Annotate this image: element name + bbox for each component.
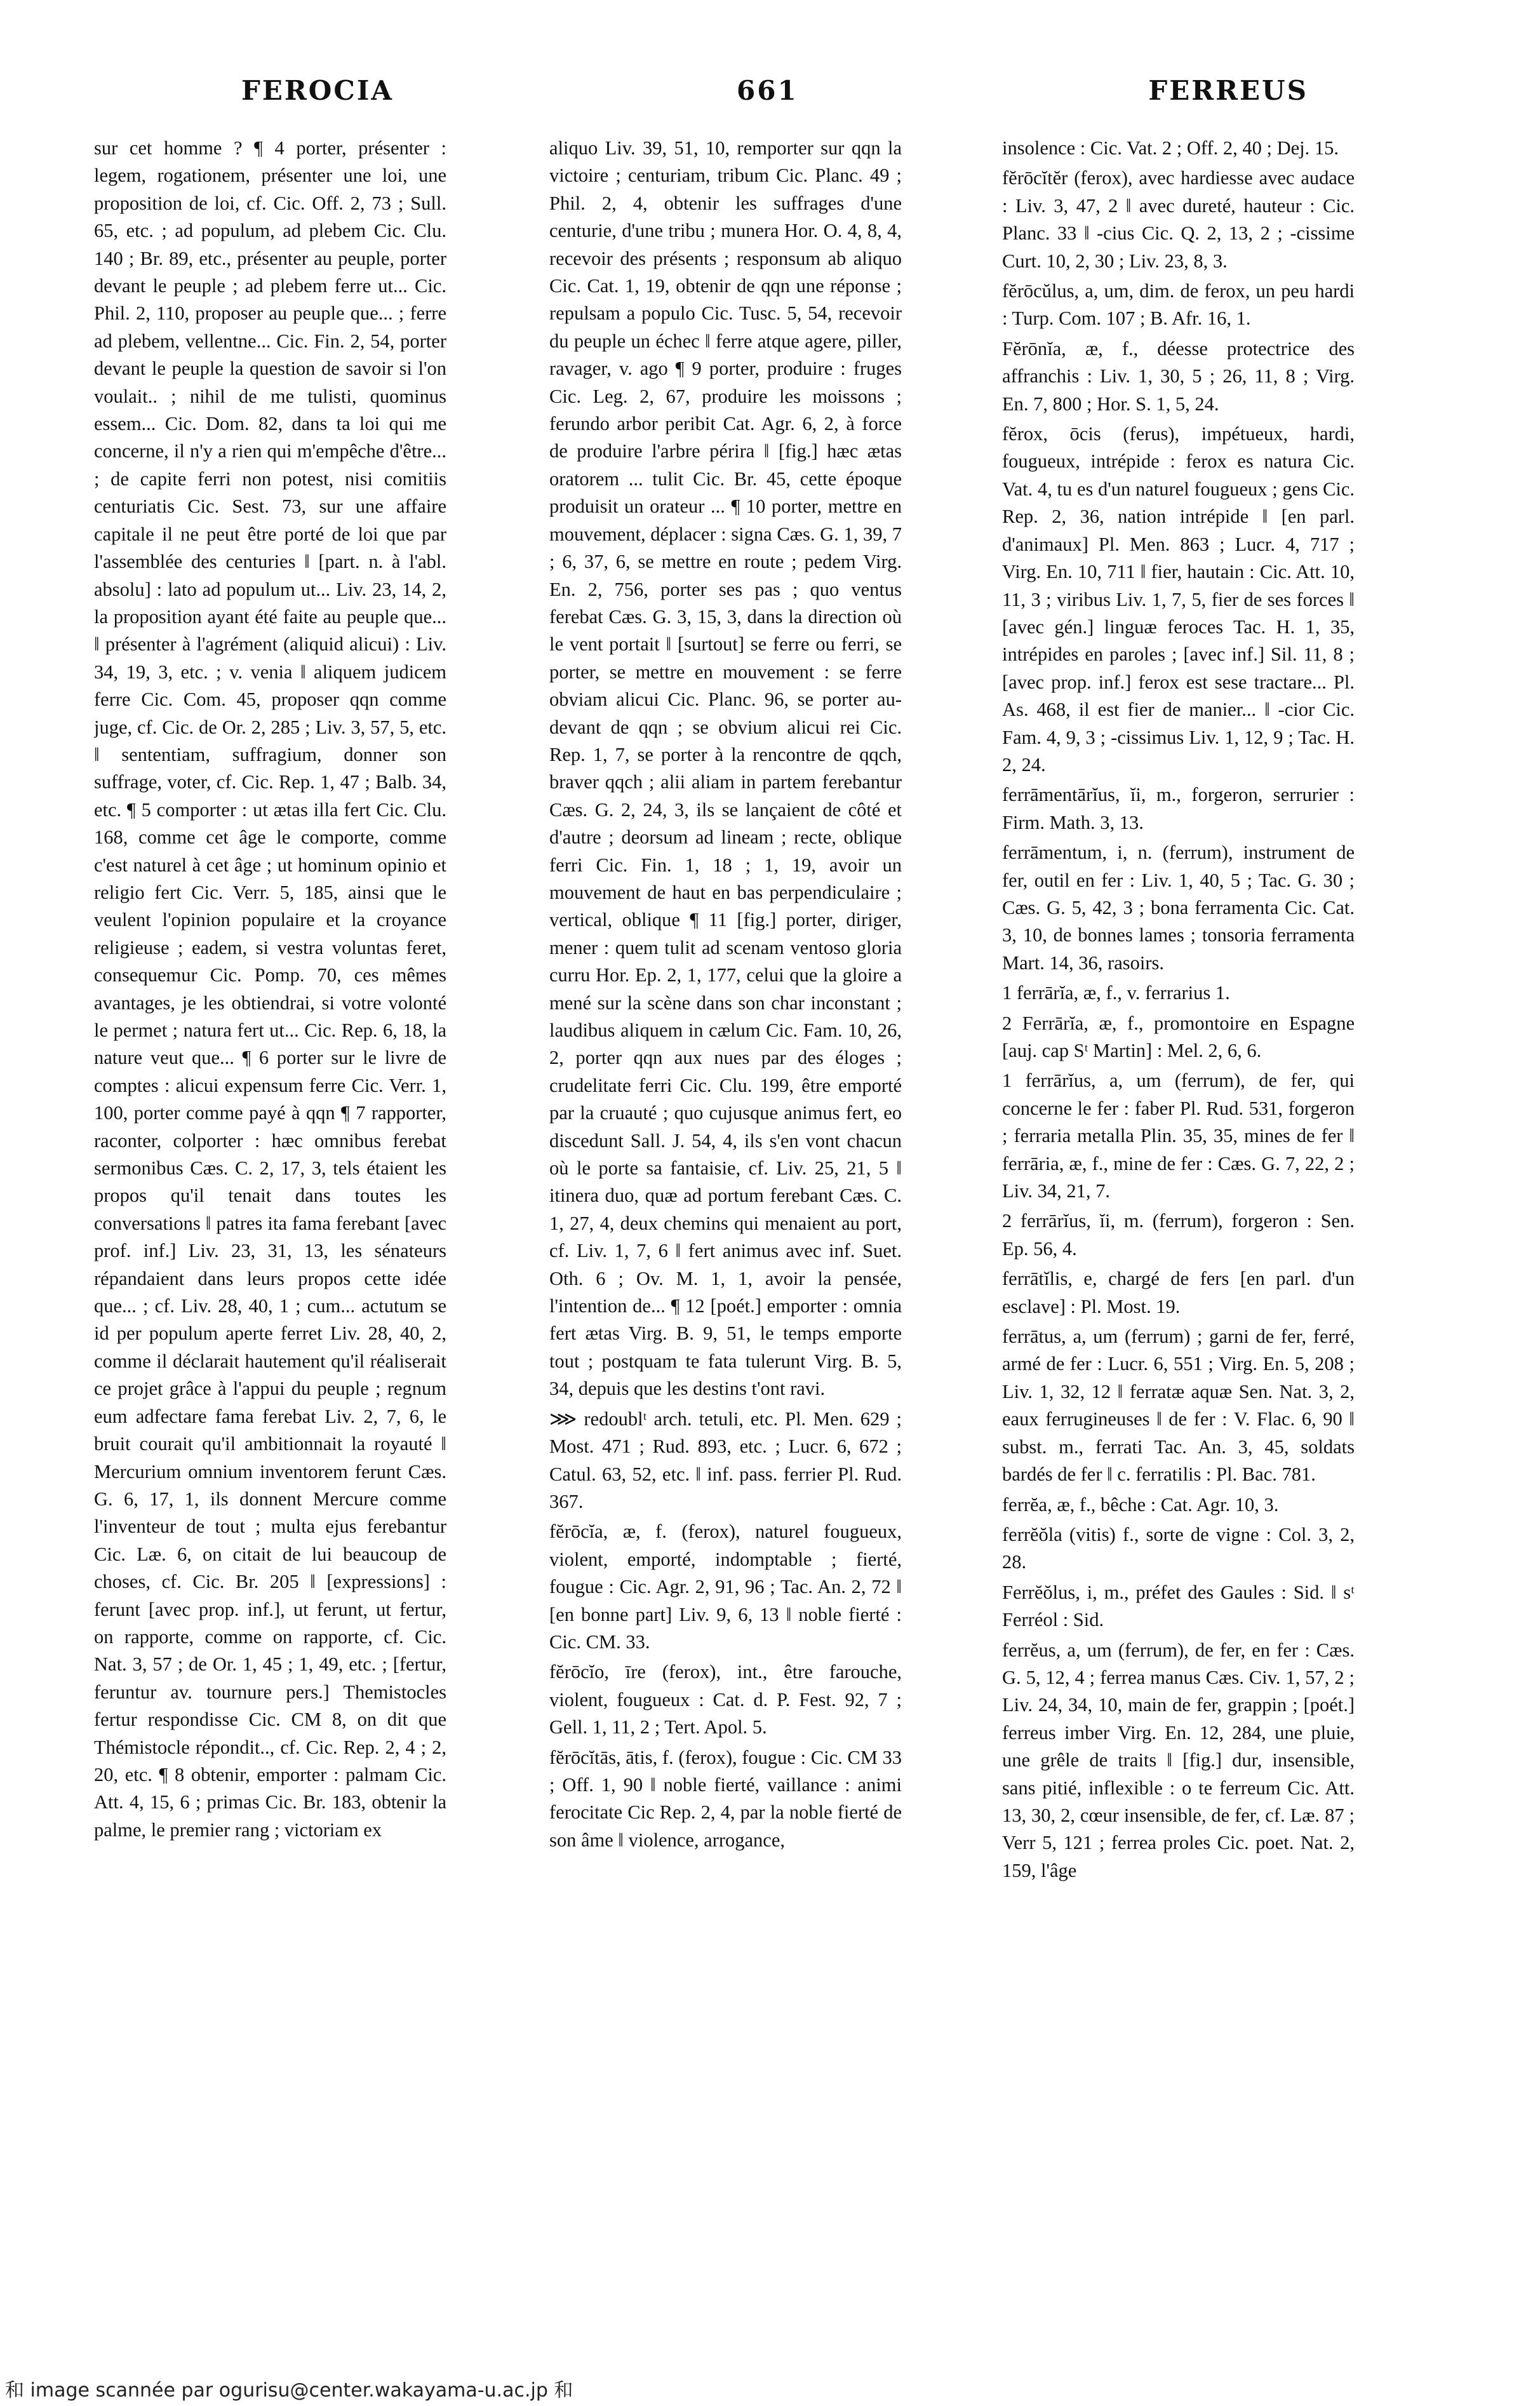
entry-férociter: fĕrōcĭtĕr (ferox), avec hardiesse avec audace : Liv. 3, 47, 2 ‖ avec dureté, hauteur : Cic. Planc. 33 ‖ -cius Cic. Q. 2, 13, 2 ; -cissime Curt. 10, 2, 30 ; Liv. 23, 8, 3. <box>1002 167 1355 272</box>
scan-credit: 和 image scannée par ogurisu@center.wakayama-u.ac.jp 和 <box>5 2379 573 2402</box>
entry-ferramentum: ferrāmentum, i, n. (ferrum), instrument de fer, outil en fer : Liv. 1, 40, 5 ; Tac. G. 30 ; Cæs. G. 5, 42, 3 ; bona ferramenta Cic. Cat. 3, 10, de bonnes lames ; tonsoria ferramenta Mart. 14, 36, rasoirs. <box>1002 842 1355 974</box>
entry-ferocultus: fĕrōcŭlus, a, um, dim. de ferox, un peu hardi : Turp. Com. 107 ; B. Afr. 16, 1. <box>1002 280 1355 330</box>
column-3 <box>1002 135 1355 2266</box>
entry-ferratilis: ferrātĭlis, e, chargé de fers [en parl. d'un esclave] : Pl. Most. 19. <box>1002 1268 1355 1317</box>
entry-ferramentarius: ferrāmentārĭus, ĭi, m., forgeron, serrurier : Firm. Math. 3, 13. <box>1002 784 1355 833</box>
entry-feronia: Fĕrōnĭa, æ, f., déesse protectrice des affranchis : Liv. 1, 30, 5 ; 26, 11, 8 ; Virg. En. 7, 800 ; Hor. S. 1, 5, 24. <box>1002 337 1355 415</box>
entry-ferraria-1: 1 ferrārĭa, æ, f., v. ferrarius 1. <box>1002 982 1230 1004</box>
entry-ferreolus: Ferrĕŏlus, i, m., préfet des Gaules : Sid. ‖ sᵗ Ferréol : Sid. <box>1002 1581 1355 1631</box>
entry-ferocia: fĕrōcĭa, æ, f. (ferox), naturel fougueux, violent, emporté, indomptable ; fierté, fougue : Cic. Agr. 2, 91, 96 ; Tac. An. 2, 72 ‖ [en bonne part] Liv. 9, 6, 13 ‖ noble fierté : Cic. CM. 33. <box>549 1521 902 1653</box>
column-2 <box>549 135 902 2266</box>
entry-text: ⋙ redoublᵗ arch. tetuli, etc. Pl. Men. 629 ; Most. 471 ; Rud. 893, etc. ; Lucr. 6, 672 ; Catul. 63, 52, etc. ‖ inf. pass. ferrier Pl. Rud. 367. <box>549 1408 902 1512</box>
page-number: 661 <box>737 75 798 106</box>
entry-ferrarius-1: 1 ferrārĭus, a, um (ferrum), de fer, qui concerne le fer : faber Pl. Rud. 531, forgeron ; ferraria metalla Plin. 35, 35, mines de fer ‖ ferrāria, æ, f., mine de fer : Cæs. G. 7, 22, 2 ; Liv. 34, 21, 7. <box>1002 1070 1355 1202</box>
entry-ferocitas: fĕrōcĭtās, ātis, f. (ferox), fougue : Cic. CM 33 ; Off. 1, 90 ‖ noble fierté, vaillance : animi ferocitate Cic Rep. 2, 4, par la noble fierté de son âme ‖ violence, arrogance, <box>549 1746 902 1851</box>
entry-ferox: fĕrox, ōcis (ferus), impétueux, hardi, fougueux, intrépide : ferox es natura Cic. Vat. 4, tu es d'un naturel fougueux ; gens Cic. Rep. 2, 36, nation intrépide ‖ [en parl. d'animaux] Pl. Men. 863 ; Lucr. 4, 717 ; Virg. En. 10, 711 ‖ fier, hautain : Cic. Att. 10, 11, 3 ; viribus Liv. 1, 7, 5, fier de ses forces ‖ [avec gén.] linguæ feroces Tac. H. 1, 35, intrépides en paroles ; [avec inf.] Sil. 11, 8 ; [avec prop. inf.] ferox est sese tractare... Pl. As. 468, il est fier de manier... ‖ -cior Cic. Fam. 4, 9, 3 ; -cissimus Liv. 1, 12, 9 ; Tac. H. 2, 24. <box>1002 423 1355 776</box>
page-header <box>241 75 1308 119</box>
entry-ferrea: ferrĕa, æ, f., bêche : Cat. Agr. 10, 3. <box>1002 1493 1279 1516</box>
entry-text: insolence : Cic. Vat. 2 ; Off. 2, 40 ; Dej. 15. <box>1002 137 1339 159</box>
entry-ferreus: ferrĕus, a, um (ferrum), de fer, en fer : Cæs. G. 5, 12, 4 ; ferrea manus Cæs. Civ. 1, 57, 2 ; Liv. 24, 34, 10, main de fer, grappin ; [poét.] ferreus imber Virg. En. 12, 284, une pluie, une grêle de traits ‖ [fig.] dur, insensible, sans pitié, inflexible : o te ferreum Cic. Att. 13, 30, 2, cœur insensible, de fer, cf. Læ. 87 ; Verr 5, 121 ; ferrea proles Cic. poet. Nat. 2, 159, l'âge <box>1002 1639 1355 1881</box>
column-1 <box>94 135 446 2266</box>
entry-ferratus: ferrātus, a, um (ferrum) ; garni de fer, ferré, armé de fer : Lucr. 6, 551 ; Virg. En. 5, 208 ; Liv. 1, 32, 12 ‖ ferratæ aquæ Sen. Nat. 3, 2, eaux ferrugineuses ‖ de fer : V. Flac. 6, 90 ‖ subst. m., ferrati Tac. An. 3, 45, soldats bardés de fer ‖ c. ferratilis : Pl. Bac. 781. <box>1002 1326 1355 1486</box>
entry-ferraria-2: 2 Ferrārĭa, æ, f., promontoire en Espagne [auj. cap Sᵗ Martin] : Mel. 2, 6, 6. <box>1002 1012 1355 1061</box>
entry-ferocio: fĕrōcĭo, īre (ferox), int., être farouche, violent, fougueux : Cat. d. P. Fest. 92, 7 ; Gell. 1, 11, 2 ; Tert. Apol. 5. <box>549 1661 902 1738</box>
entry-ferrarius-2: 2 ferrārĭus, ĭi, m. (ferrum), forgeron : Sen. Ep. 56, 4. <box>1002 1210 1355 1260</box>
guide-word-left: FEROCIA <box>241 75 394 106</box>
guide-word-right: FERREUS <box>1148 75 1308 106</box>
entry-ferreola: ferrĕŏla (vitis) f., sorte de vigne : Col. 3, 2, 28. <box>1002 1523 1355 1573</box>
entry-text: aliquo Liv. 39, 51, 10, remporter sur qqn la victoire ; centuriam, tribum Cic. Planc. 49 ; Phil. 2, 4, obtenir les suffrages d'une centurie, d'une tribu ; munera Hor. O. 4, 8, 4, recevoir des présents ; responsum ab aliquo Cic. Cat. 1, 19, obtenir de qqn une réponse ; repulsam a populo Cic. Tusc. 5, 54, recevoir du peuple un échec ‖ ferre atque agere, piller, ravager, v. ago ¶ 9 porter, produire : fruges Cic. Leg. 2, 67, produire les moissons ; ferundo arbor peribit Cat. Agr. 6, 2, à force de produire l'arbre périra ‖ [fig.] hæc ætas oratorem ... tulit Cic. Br. 45, cette époque produisit un orateur ... ¶ 10 porter, mettre en mouvement, déplacer : signa Cæs. G. 1, 39, 7 ; 6, 37, 6, se mettre en route ; pedem Virg. En. 2, 756, porter ses pas ; quo ventus ferebat Cæs. G. 3, 15, 3, dans la direction où le vent portait ‖ [surtout] se ferre ou ferri, se porter, se mettre en mouvement : se ferre obviam alicui Cic. Planc. 96, se porter au-devant de qqn ; se obvium alicui rei Cic. Rep. 1, 7, se porter à la rencontre de qqch, braver qqch ; alii aliam in partem ferebantur Cæs. G. 2, 24, 3, ils se lançaient de côté et d'autre ; deorsum ad lineam ; recte, oblique ferri Cic. Fin. 1, 18 ; 1, 19, avoir un mouvement de haut en bas perpendiculaire ; vertical, oblique ¶ 11 [fig.] porter, diriger, mener : quem tulit ad scenam ventoso gloria curru Hor. Ep. 2, 1, 177, celui que la gloire a mené sur la scène dans son char inconstant ; laudibus aliquem in cælum Cic. Fam. 10, 26, 2, porter qqn aux nues par des éloges ; crudelitate ferri Cic. Clu. 199, être emporté par la cruauté ; quo cujusque animus fert, eo discedunt Sall. J. 54, 4, ils s'en vont chacun où le porte sa fantaisie, cf. Liv. 25, 21, 5 ‖ itinera duo, quæ ad portum ferebant Cæs. C. 1, 27, 4, deux chemins qui menaient au port, cf. Liv. 1, 7, 6 ‖ fert animus avec inf. Suet. Oth. 6 ; Ov. M. 1, 1, avoir la pensée, l'intention de... ¶ 12 [poét.] emporter : omnia fert ætas Virg. B. 9, 51, le temps emporte tout ; postquam te fata tulerunt Virg. B. 5, 34, depuis que les destins t'ont ravi. <box>549 137 902 1400</box>
entry-text: sur cet homme ? ¶ 4 porter, présenter : legem, rogationem, présenter une loi, une proposition de loi, cf. Cic. Off. 2, 73 ; Sull. 65, etc. ; ad populum, ad plebem Cic. Clu. 140 ; Br. 89, etc., présenter au peuple, porter devant le peuple ; ad plebem ferre ut... Cic. Phil. 2, 110, proposer au peuple que... ; ferre ad plebem, vellentne... Cic. Fin. 2, 54, porter devant le peuple la question de savoir si l'on voulait.. ; nihil de me tulisti, quominus essem... Cic. Dom. 82, dans ta loi qui me concerne, il n'y a rien qui m'empêche d'être... ; de capite ferri non potest, nisi comitiis centuriatis Cic. Sest. 73, sur une affaire capitale il ne peut être porté de loi que par l'assemblée des centuries ‖ [part. n. à l'abl. absolu] : lato ad populum ut... Liv. 23, 14, 2, la proposition ayant été faite au peuple que... ‖ présenter à l'agrément (aliquid alicui) : Liv. 34, 19, 3, etc. ; v. venia ‖ aliquem judicem ferre Cic. Com. 45, proposer qqn comme juge, cf. Cic. de Or. 2, 285 ; Liv. 3, 57, 5, etc. ‖ sententiam, suffragium, donner son suffrage, voter, cf. Cic. Rep. 1, 47 ; Balb. 34, etc. ¶ 5 comporter : ut ætas illa fert Cic. Clu. 168, comme cet âge le comporte, comme c'est naturel à cet âge ; ut hominum opinio et religio fert Cic. Verr. 5, 185, ainsi que le veulent l'opinion populaire et la croyance religieuse ; eadem, si vestra voluntas feret, consequemur Cic. Pomp. 70, ces mêmes avantages, je les obtiendrai, si votre volonté le permet ; natura fert ut... Cic. Rep. 6, 18, la nature veut que... ¶ 6 porter sur le livre de comptes : alicui expensum ferre Cic. Verr. 1, 100, porter comme payé à qqn ¶ 7 rapporter, raconter, colporter : hæc omnibus ferebat sermonibus Cæs. C. 2, 17, 3, tels étaient les propos qu'il tenait dans toutes les conversations ‖ patres ita fama ferebant [avec prof. inf.] Liv. 23, 31, 13, les sénateurs répandaient dans leurs propos cette idée que... ; cf. Liv. 28, 40, 1 ; cum... actutum se id per populum aperte ferret Liv. 28, 40, 2, comme il déclarait hautement qu'il réaliserait ce projet grâce à l'appui du peuple ; regnum eum adfectare fama ferebat Liv. 2, 7, 6, le bruit courait qu'il ambitionnait la royauté ‖ Mercurium omnium inventorem ferunt Cæs. G. 6, 17, 1, ils donnent Mercure comme l'inventeur de tout ; multa ejus ferebantur Cic. Læ. 6, on citait de lui beaucoup de choses, cf. Cic. Br. 205 ‖ [expressions] : ferunt [avec prop. inf.], ut ferunt, ut fertur, on rapporte, comme on rapporte, cf. Cic. Nat. 3, 57 ; de Or. 1, 45 ; 1, 49, etc. ; [fertur, feruntur av. tournure pers.] Themistocles fertur respondisse Cic. CM 8, on dit que Thémistocle répondit.., cf. Cic. Rep. 2, 4 ; 2, 20, etc. ¶ 8 obtenir, emporter : palmam Cic. Att. 4, 15, 6 ; primas Cic. Br. 183, obtenir la palme, le premier rang ; victoriam ex <box>94 137 446 1841</box>
